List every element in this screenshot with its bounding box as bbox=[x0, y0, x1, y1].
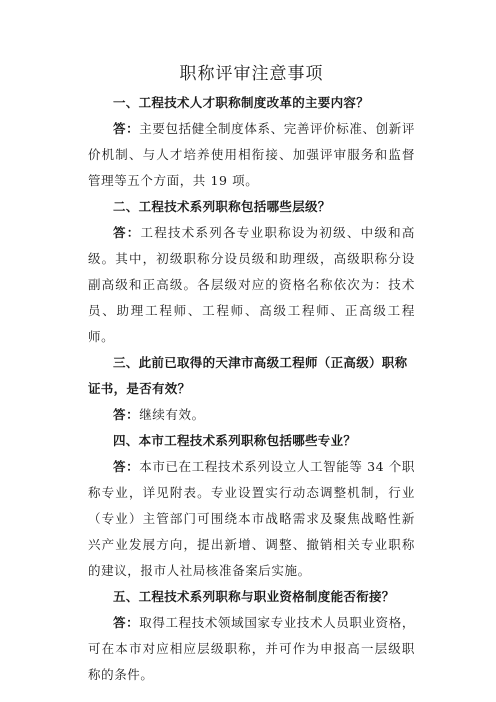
qa-item-2 bbox=[88, 194, 415, 350]
answer-paragraph bbox=[88, 220, 415, 350]
answer-text: 主要包括健全制度体系、完善评价标准、创新评价机制、与人才培养使用相衔接、加强评审服务和监督管理等五个方面，共 19 项。 bbox=[88, 121, 415, 188]
answer-paragraph bbox=[88, 610, 415, 688]
question-heading: 四、本市工程技术系列职称包括哪些专业？ bbox=[113, 433, 357, 448]
answer-label: 答： bbox=[113, 615, 140, 630]
answer-text: 工程技术系列各专业职称设为初级、中级和高级。其中，初级职称分设员级和助理级，高级职称分设副高级和正高级。各层级对应的资格名称依次为：技术员、助理工程师、工程师、高级工程师、正高级工程师。 bbox=[88, 225, 415, 344]
question-heading: 二、工程技术系列职称包括哪些层级？ bbox=[113, 199, 331, 214]
answer-paragraph bbox=[88, 116, 415, 194]
question-heading: 三、此前已取得的天津市高级工程师（正高级）职称证书，是否有效？ bbox=[88, 355, 408, 396]
qa-item-1 bbox=[88, 90, 415, 194]
question-heading: 五、工程技术系列职称与职业资格制度能否衔接？ bbox=[113, 589, 395, 604]
answer-text: 取得工程技术领域国家专业技术人员职业资格，可在本市对应相应层级职称，并可作为申报高一层级职称的条件。 bbox=[88, 615, 415, 682]
answer-paragraph bbox=[88, 402, 415, 428]
answer-label: 答： bbox=[113, 407, 140, 422]
document-page bbox=[88, 62, 415, 688]
answer-paragraph bbox=[88, 454, 415, 584]
qa-item-5 bbox=[88, 584, 415, 688]
answer-text: 本市已在工程技术系列设立人工智能等 34 个职称专业，详见附表。专业设置实行动态调整机制，行业（专业）主管部门可围绕本市战略需求及聚焦战略性新兴产业发展方向，提出新增、调整、撤销相关专业职称的建议，报市人社局核准备案后实施。 bbox=[88, 459, 416, 578]
qa-item-3 bbox=[88, 350, 415, 428]
document-title: 职称评审注意事项 bbox=[179, 64, 324, 84]
answer-text: 继续有效。 bbox=[139, 407, 205, 422]
answer-label: 答： bbox=[113, 459, 140, 474]
qa-item-4 bbox=[88, 428, 415, 584]
answer-label: 答： bbox=[113, 225, 141, 240]
question-heading: 一、工程技术人才职称制度改革的主要内容？ bbox=[113, 95, 370, 110]
answer-label: 答： bbox=[113, 121, 140, 136]
